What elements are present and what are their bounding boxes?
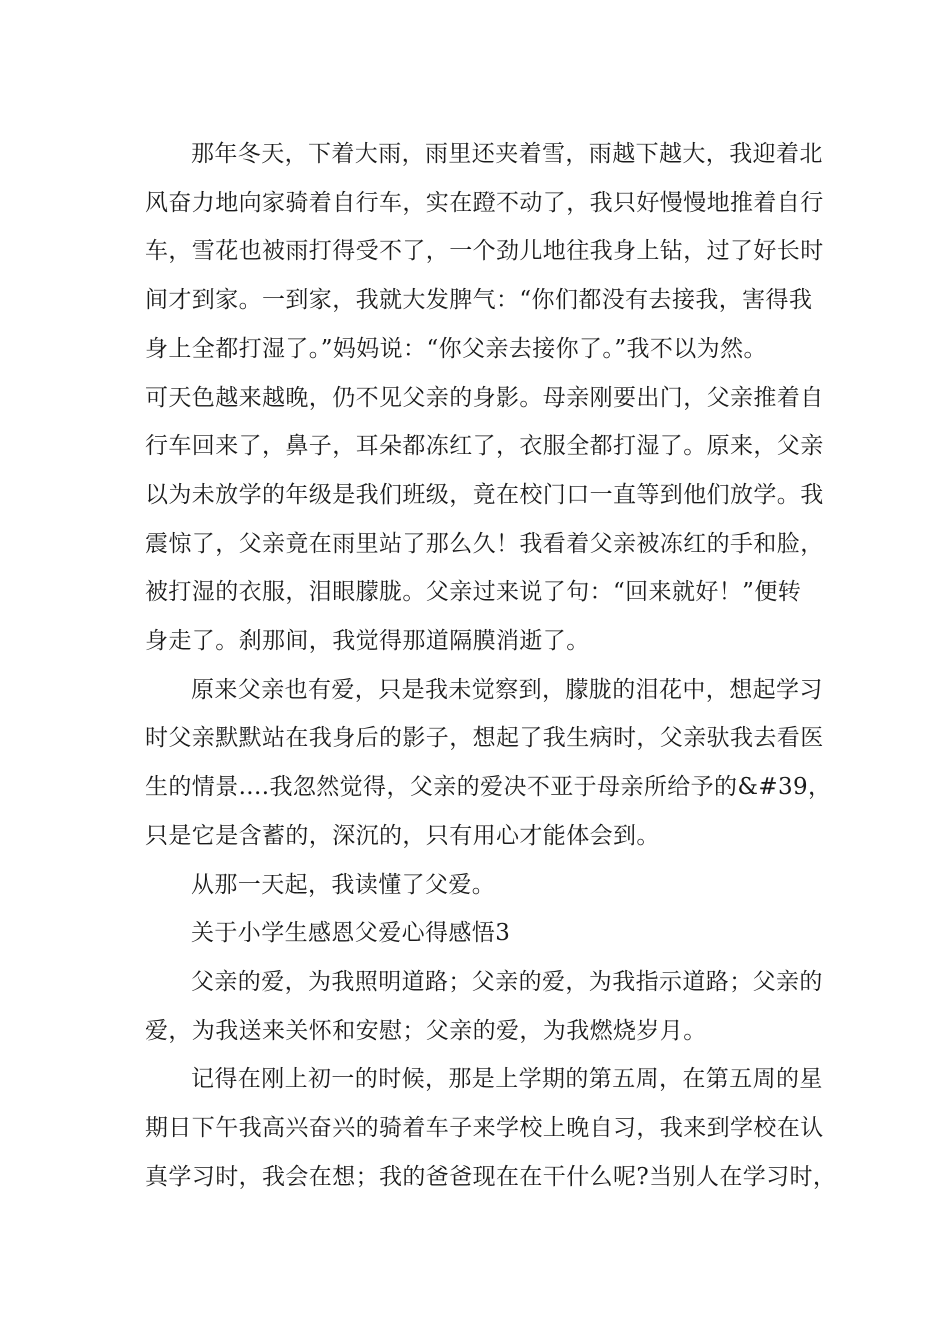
text-line: 父亲的爱，为我照明道路；父亲的爱，为我指示道路；父亲的 xyxy=(191,968,823,995)
text-line: 以为未放学的年级是我们班级，竟在校门口一直等到他们放学。我 xyxy=(145,481,824,508)
text-line: 时父亲默默站在我身后的影子，想起了我生病时，父亲驮我去看医 xyxy=(145,725,824,752)
text-line: 行车回来了，鼻子，耳朵都冻红了，衣服全都打湿了。原来，父亲 xyxy=(145,433,824,460)
text-line: 生的情景....我忽然觉得，父亲的爱决不亚于母亲所给予的&#39， xyxy=(145,774,832,801)
text-line: 原来父亲也有爱，只是我未觉察到，朦胧的泪花中，想起学习 xyxy=(191,676,823,703)
text-line: 那年冬天，下着大雨，雨里还夹着雪，雨越下越大，我迎着北 xyxy=(191,141,823,167)
document-body xyxy=(145,130,837,1201)
text-line: 只是它是含蓄的，深沉的，只有用心才能体会到。 xyxy=(145,822,660,849)
text-line: 可天色越来越晚，仍不见父亲的身影。母亲刚要出门，父亲推着自 xyxy=(145,384,824,411)
text-line: 从那一天起，我读懂了父爱。 xyxy=(191,871,496,898)
text-line: 身上全都打湿了。”妈妈说：“你父亲去接你了。”我不以为然。 xyxy=(145,335,767,362)
text-line: 风奋力地向家骑着自行车，实在蹬不动了，我只好慢慢地推着自行 xyxy=(145,189,824,216)
text-line: 被打湿的衣服，泪眼朦胧。父亲过来说了句：“回来就好！”便转 xyxy=(145,579,802,606)
paragraph-5 xyxy=(145,1055,837,1201)
text-line: 真学习时，我会在想；我的爸爸现在在干什么呢?当别人在学习时， xyxy=(145,1163,837,1190)
paragraph-3 xyxy=(145,861,805,910)
text-line: 记得在刚上初一的时候，那是上学期的第五周，在第五周的星 xyxy=(191,1066,823,1093)
text-line: 身走了。刹那间，我觉得那道隔膜消逝了。 xyxy=(145,628,590,655)
text-line: 车，雪花也被雨打得受不了，一个劲儿地往我身上钻，过了好长时 xyxy=(145,238,824,265)
text-line: 间才到家。一到家，我就大发脾气：“你们都没有去接我，害得我 xyxy=(145,287,813,314)
section-heading xyxy=(145,909,805,958)
text-line: 爱，为我送来关怀和安慰；父亲的爱，为我燃烧岁月。 xyxy=(145,1017,707,1044)
text-line: 震惊了，父亲竟在雨里站了那么久！我看着父亲被冻红的手和脸， xyxy=(145,530,824,557)
paragraph-4 xyxy=(145,958,823,1055)
heading-text: 关于小学生感恩父爱心得感悟3 xyxy=(191,920,511,947)
paragraph-1 xyxy=(145,130,824,666)
text-line: 期日下午我高兴奋兴的骑着车子来学校上晚自习，我来到学校在认 xyxy=(145,1115,824,1142)
paragraph-2 xyxy=(145,666,832,861)
